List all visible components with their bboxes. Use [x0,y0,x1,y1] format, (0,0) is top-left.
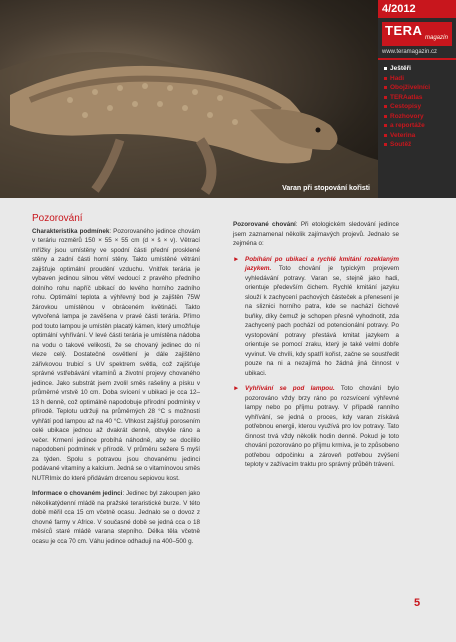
paragraph-individual-info: Informace o chovaném jedinci: Jedinec byl zakoupen jako několikatýdenní mládě na pražské teraristické burze. V této době měřil cca 15 cm včetně ocasu. Jednalo se o dovoz z chovné farmy v Africe. V současné době se jedná cca o 18 měsíců staré mládě varana stepního. Délka těla včetně ocasu je cca 70 cm. Váhu jedince odhaduji na 400–500 g. [32,490,200,545]
monitor-lizard-illustration [0,0,378,198]
section-item-soutez[interactable]: Soutěž [384,140,456,150]
magazine-sidebar [378,0,456,198]
website-url[interactable]: www.teramagazin.cz [382,49,438,55]
photo-caption: Varan při stopování kořisti [282,185,370,192]
page-number: 5 [414,597,421,609]
sidebar-divider [378,58,456,60]
tera-magazin-logo [382,22,452,46]
section-item-veterina[interactable]: Veterina [384,131,456,141]
section-item-teraatlas[interactable]: TERAatlas [384,93,456,103]
article-column-left [32,214,200,552]
section-list [384,64,456,150]
lizard-photo [0,0,378,198]
arrow-bullet-icon: ► [233,385,240,392]
bullet-basking: ► Vyhřívání se pod lampou. Toto chování bylo pozorováno vždy brzy ráno po rozsvícení výhřevné lampy nebo po příjmu potravy. V případě ranního vyhřívání, se jedná o proces, kdy varan získává potřebnou energii, kterou využívá pro lov potravy. Tato činnost trvá vždy několik hodin denně. Pokud je toto chování pozorováno po příjmu krmiva, je to způsobeno potřebou odpočinku a zároveň potřebou zvýšení teploty v zažívacím traktu pro správný průběh trávení. [233,385,399,468]
paragraph-conditions: Charakteristika podmínek: Pozorovaného jedince chovám v teráriu rozměrů 150 × 55 × 55 cm (d × š × v). Větrací mřížky jsou umístěny ve spodní části přední prosklené stěny a zadní části horní stěny. Takto umístěné větrání zajišťuje optimální proudění vzduchu. Vnitřek terária je vybaven jedinou silnou větví vedoucí z pravého předního dolního rohu napříč ubikací do levého horního zadního rohu. Optimální teplota a výhřevný bod je zajištěn 75W žárovkou umístěnou v obráceném květináči. Takto vytvořená lampa je zavěšena v pravé části terária. Přímo pod touto lampou je umístěn placatý kámen, který umožňuje optimální vyhřívání. V levé části terária je umístěna nádoba na vodu o takové velikosti, že se chovaný jedinec do ní vleze celý. Dostatečné osvětlení je dále zajištěno zářivkovou trubicí s UV spektrem světla, což zajišťuje správné vstřebávání vitamínů a životní projevy chovaného jedince. Jako substrát jsem zvolil směs rašeliny a písku v průměrné vrstvě 10 cm. Doba svícení v ubikaci je cca 12–13 h denně, což optimálně napodobuje přírodní podmínky v přírodě. Teplotu udržuji na průměrných 28 °C s možností vyhřátí pod lampou až na 40 °C. Vlhkost zajišťuji porosením celé ubikace jednou až dvakrát denně, obvykle ráno a večer. Krmení jedince probíhá náhodně, aby se docílilo napodobení podmínek v přírodě. V průměru sežere 5 myší za týden. Spolu s potravou jsou chovanému jedinci podávané vitamíny a kalcium. Jedná se o vitamínovou směs NUTRImix do které přidávám drcenou sepiovou kost. [32,227,201,482]
section-item-cestopisy[interactable]: Cestopisy [384,102,456,112]
section-item-obojzivelnici[interactable]: Obojživelníci [384,83,456,93]
section-heading: Pozorování [32,213,83,224]
logo-sub-text: magazín [424,35,448,41]
arrow-bullet-icon: ► [233,255,240,263]
paragraph-observed-behaviour: Pozorované chování: Při etologickém sledování jedince jsem zaznamenal několik zajímavých projevů. Jednalo se zejména o: [233,221,399,247]
section-item-jestery[interactable]: Ještěři [384,64,456,74]
issue-number: 4/2012 [378,0,456,18]
article-column-right [233,220,399,476]
logo-main-text: TERA [385,23,423,38]
section-item-reportaze[interactable]: a reportáže [384,121,456,131]
bullet-tongue-flicking: ► Pobíhání po ubikaci a rychlé kmitání rozeklaným jazykem. Toto chování je typickým projevem vyhledávání potravy. Varan se, stejně jako hadi, orientuje především čichem. Rychlé kmitání jazyku slouží k zachycení pachových částeček a přenesení je na sliznici horního patra, kde se nachází čichové buňky, díky čemuž je schopen přesně vyhodnotit, zda zachycený pach pochází od potencionální potravy. Po vystopování potravy přestává kmitat jazykem a orientuje se pomocí zraku, který je také velmi dobře vyvinut. Ve chvíli, kdy spatří kořist, začne se soustředit pouze na ni a nezajímá ho žádná jiná činnost v ubikaci. [233,255,399,377]
section-item-rozhovory[interactable]: Rozhovory [384,112,456,122]
section-item-hadi[interactable]: Hadi [384,74,456,84]
